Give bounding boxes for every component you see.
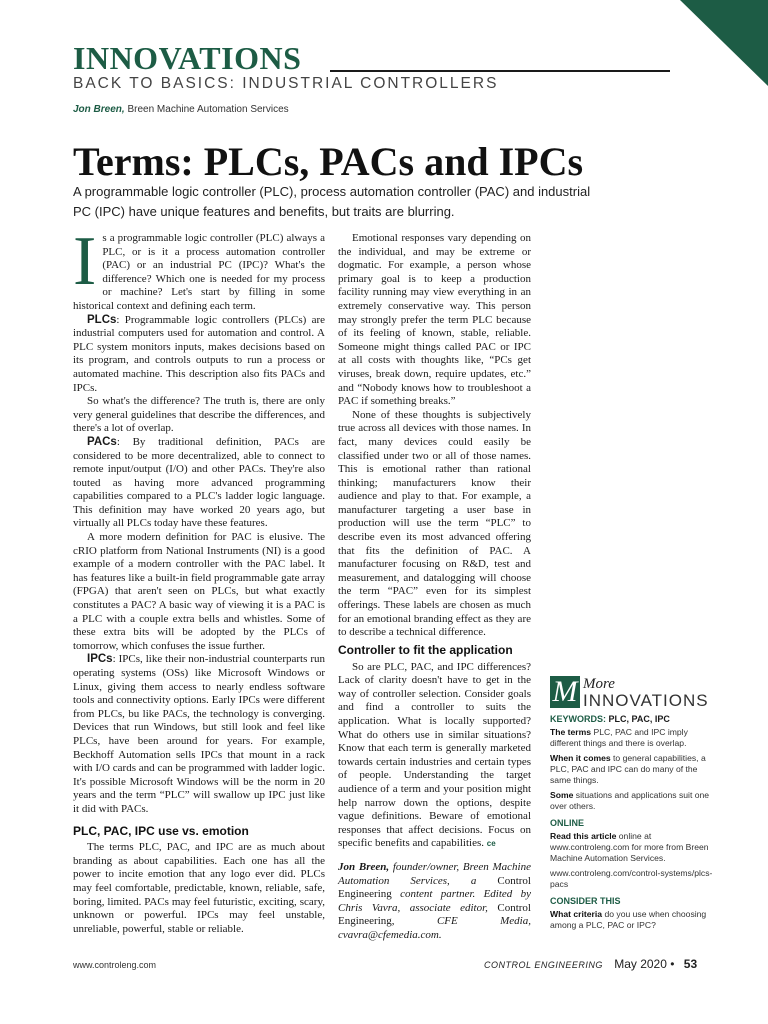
subhead-emotion: PLC, PAC, IPC use vs. emotion bbox=[73, 823, 249, 838]
difference-paragraph: So what's the difference? The truth is, there are only very general guidelines that describe the differences, and there's a lot of overlap. bbox=[73, 395, 325, 435]
footer-date: May 2020 bbox=[614, 957, 667, 971]
ipc-paragraph: IPCs: IPCs, like their non-industrial counterparts run operating systems (OSs) like Microsoft Windows or Linux, giving them access to nearly endless software tools and connectivity options. Early IPCs were different from PLCs, bu like PACs, the technology is converging. Devices that run Windows, but still look and feel like PLCs, have been around for years. For example, Beckhoff Automation sells IPCs that mount in a rack with I/O cards and can be programmed with ladder logic. It's possible Microsoft Windows will be the norm in 20 years and the term “PLC” will swallow up IPC just like it did with PACs. bbox=[73, 653, 325, 815]
drop-cap: I bbox=[73, 223, 97, 300]
column-right bbox=[338, 232, 531, 640]
emotion-paragraph-2: Emotional responses vary depending on the individual, and may be extreme or dogmatic. For example, a person whose primary goal is to keep a production facility running may view everything in an extremely conservative way. This person may strongly prefer the term PLC because of its feeling of known, stable, reliable. Someone might things called PAC or IPC at all costs with thoughts like, “PCs get viruses, break down, require updates, etc.” and “Nobody knows how to troubleshoot a PAC if something breaks.” bbox=[338, 232, 531, 408]
plc-lead: PLCs bbox=[87, 313, 117, 326]
takeaway-2: When it comes to general capabilities, a PLC, PAC and IPC can do many of the same things. bbox=[550, 753, 706, 785]
footer-magazine: CONTROL ENGINEERING bbox=[484, 960, 603, 970]
online-text: Read this article online at www.controleng.com for more from Breen Machine Automation Services. bbox=[550, 831, 709, 863]
subhead-fit: Controller to fit the application bbox=[338, 643, 513, 657]
section-rule bbox=[330, 70, 670, 72]
takeaway-3: Some situations and applications suit one over others. bbox=[550, 790, 710, 811]
end-mark: ce bbox=[486, 839, 496, 849]
page-number: 53 bbox=[683, 957, 698, 971]
footer-website-link[interactable]: www.controleng.com bbox=[73, 960, 157, 970]
modern-pac-paragraph: A more modern definition for PAC is elusive. The cRIO platform from National Instruments (NI) is a good example of a modern controller with the PAC label. It has features like a built-in field programmable gate array (FPGA) that aren't seen on PLCs, but what exactly constitutes a PAC? A basic way of viewing it is a PAC is a PLC with a couple extra bells and whistles. Some of these extra bits will be adopted by the PLCs of tomorrow, which confuses the issue further. bbox=[73, 531, 325, 652]
sidebar-more-innovations bbox=[550, 676, 720, 935]
logo-word-more: More bbox=[583, 676, 615, 692]
logo-m-box: M bbox=[550, 676, 580, 708]
subsection-title: BACK TO BASICS: INDUSTRIAL CONTROLLERS bbox=[73, 75, 499, 92]
corner-triangle bbox=[680, 0, 768, 86]
none-paragraph: None of these thoughts is subjectively true across all devices with those names. In fact, many devices could easily be classified under two or all of those names. This is emotional rather than rational thinking; manufacturers know their audience and play to that. For example, a manufacturer targeting a user base in production will use the term “PLC” to describe even its most advanced offering that fits the definition of PAC. A manufacturer focusing on R&D, test and measurement, and datalogging will choose the term “PAC” even for its simplest offerings. These labels are chosen as much for an emotional branding effect as they are to describe a technical difference. bbox=[338, 408, 531, 639]
column-left bbox=[73, 223, 325, 936]
plc-paragraph: PLCs: Programmable logic controllers (PLCs) are industrial computers used for automation and control. A PLC system monitors inputs, makes decisions based on its program, and controls outputs to run a process or automated machine. This description also fits PACs and IPCs. bbox=[73, 313, 325, 394]
consider-heading: CONSIDER THIS bbox=[550, 896, 621, 906]
online-heading: ONLINE bbox=[550, 818, 585, 828]
article-deck: A programmable logic controller (PLC), process automation controller (PAC) and industrial PC (IPC) have unique features and benefits, but traits are blurring. bbox=[73, 184, 591, 219]
consider-text: What criteria do you use when choosing among a PLC, PAC or IPC? bbox=[550, 909, 707, 930]
byline-org: Breen Machine Automation Services bbox=[127, 104, 289, 115]
column-right-lower bbox=[338, 644, 531, 942]
online-url-link[interactable]: www.controleng.com/control-systems/plcs-pacs bbox=[550, 868, 713, 889]
footer-folio bbox=[484, 957, 697, 971]
more-innovations-logo bbox=[550, 676, 720, 712]
article-title: Terms: PLCs, PACs and IPCs bbox=[73, 139, 584, 184]
keywords-line: KEYWORDS: PLC, PAC, IPC bbox=[550, 714, 670, 724]
author-bio: Jon Breen, founder/owner, Breen Machine Automation Services, a Control Engineering content partner. Edited by Chris Vavra, associate editor, Control Engineering, CFE Media, cvavra@cfemedia.com. bbox=[338, 860, 531, 941]
pac-paragraph: PACs: By traditional definition, PACs are considered to be more decentralized, able to connect to remote input/output (I/O) and other PACs. They're also touted as having more advanced programming capabilities compared to a PLC's ladder logic language. This definition may have worked 20 years ago, but virtually all PLCs today have these features. bbox=[73, 435, 325, 530]
byline bbox=[73, 104, 289, 115]
fit-paragraph: So are PLC, PAC, and IPC differences? Lack of clarity doesn't have to get in the way of controller selection. Consider goals and find a controller to suits the application. What is locally supported? What do others use in similar situations? Know that each term is generally marketed towards certain industries and certain types of people. Understanding the target audience of a term and your position might help narrow down the options, despite vague definitions. Beware of emotional responses that affect decisions. Focus on specific benefits and capabilities. ce bbox=[338, 660, 531, 850]
section-title: INNOVATIONS bbox=[73, 40, 302, 76]
footer-bullet: • bbox=[670, 957, 675, 971]
intro-paragraph: Is a programmable logic controller (PLC) always a PLC, or is it a process automation controller (PAC) or an industrial PC (IPC)? What's the difference? Which one is needed for my process or machine? Let's start by filling in some historical context and defining each term. bbox=[73, 223, 325, 312]
ipc-lead: IPCs bbox=[87, 653, 113, 666]
pac-lead: PACs bbox=[87, 435, 117, 448]
logo-word-innovations: INNOVATIONS bbox=[583, 691, 709, 710]
takeaway-1: The terms PLC, PAC and IPC imply different things and there is overlap. bbox=[550, 727, 688, 748]
byline-author: Jon Breen, bbox=[73, 104, 125, 115]
emotion-paragraph-1: The terms PLC, PAC, and IPC are as much about branding as about capabilities. Each one has all the power to incite emotion that any logo ever did. PLCs may feel comfortable, predictable, known, reliable, safe, boring, limited. PACs may feel futuristic, exciting, scary, unknown or powerful. IPCs may feel unstable, unreliable, powerful, stable or reliable. bbox=[73, 841, 325, 935]
